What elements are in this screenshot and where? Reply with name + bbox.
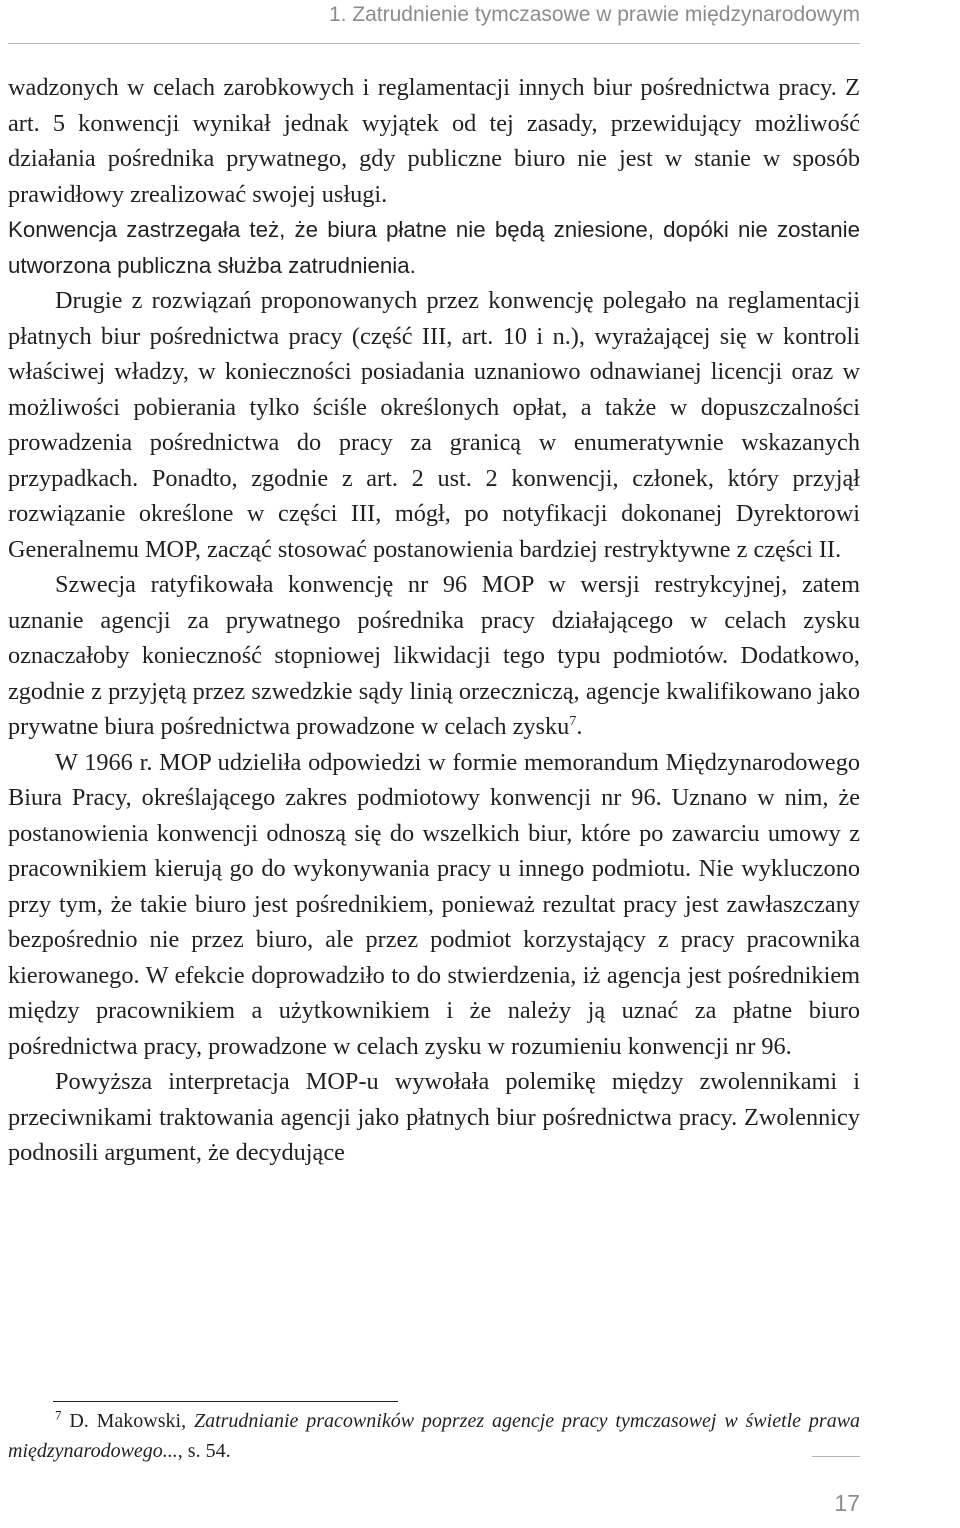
running-header-title: 1. Zatrudnienie tymczasowe w prawie międzynarodowym	[328, 3, 860, 26]
footnote-pages: , s. 54.	[177, 1440, 231, 1462]
paragraph-4	[8, 567, 860, 745]
page-number-divider	[812, 1456, 860, 1457]
body-text	[8, 70, 860, 1171]
paragraph-2: Konwencja zastrzegała też, że biura płatne nie będą zniesione, dopóki nie zostanie utworzona publiczna służba zatrudnienia.	[8, 217, 860, 278]
paragraph-6: Powyższa interpretacja MOP-u wywołała polemikę między zwolennikami i przeciwnikami traktowania agencji jako płatnych biur pośrednictwa pracy. Zwolennicy podnosili argument, że decydujące	[8, 1068, 860, 1166]
footnote-title: Zatrudnianie pracowników poprzez agencje pracy tymczasowej w świetle prawa międzynarodowego...	[8, 1410, 861, 1462]
footnote-divider	[53, 1401, 398, 1402]
footnote-number: 7	[55, 1407, 62, 1423]
paragraph-5: W 1966 r. MOP udzieliła odpowiedzi w formie memorandum Międzynarodowego Biura Pracy, określającego zakres podmiotowy konwencji nr 96. Uznano w nim, że postanowienia konwencji odnoszą się do wszelkich biur, które po zawarciu umowy z pracownikiem kierują go do wykonywania pracy u innego podmiotu. Nie wykluczono przy tym, że takie biuro jest pośrednikiem, ponieważ rezultat pracy jest zawłaszczany bezpośrednio nie przez biuro, ale przez podmiot korzystający z pracy pracownika kierowanego. W efekcie doprowadziło to do stwierdzenia, iż agencja jest pośrednikiem między pracownikiem a użytkownikiem i że należy ją uznać za płatne biuro pośrednictwa pracy, prowadzone w celach zysku w rozumieniu konwencji nr 96.	[8, 748, 860, 1060]
footnote	[8, 1406, 860, 1466]
header-divider	[8, 43, 860, 44]
paragraph-4-end: .	[576, 713, 583, 740]
paragraph-1: wadzonych w celach zarobkowych i reglamentacji innych biur pośrednictwa pracy. Z art. 5 konwencji wynikał jednak wyjątek od tej zasady, przewidujący możliwość działania pośrednika prywatnego, gdy publiczne biuro nie jest w stanie w sposób prawidłowy zrealizować swojej usługi.	[8, 74, 860, 208]
footnote-author: D. Makowski,	[69, 1410, 187, 1432]
page-number: 17	[834, 1490, 860, 1516]
footnote-reference: 7	[569, 713, 577, 729]
paragraph-3: Drugie z rozwiązań proponowanych przez konwencję polegało na reglamentacji płatnych biur pośrednictwa pracy (część III, art. 10 i n.), wyrażającej się w kontroli właściwej władzy, w konieczności posiadania uznaniowo odnawianej licencji oraz w możliwości pobierania tylko ściśle określonych opłat, a także w dopuszczalności prowadzenia pośrednictwa do pracy za granicą w enumeratywnie wskazanych przypadkach. Ponadto, zgodnie z art. 2 ust. 2 konwencji, członek, który przyjął rozwiązanie określone w części III, mógł, po notyfikacji dokonanej Dyrektorowi Generalnemu MOP, zacząć stosować postanowienia bardziej restryktywne z części II.	[8, 287, 860, 563]
paragraph-4-text: Szwecja ratyfikowała konwencję nr 96 MOP w wersji restrykcyjnej, zatem uznanie agencji za prywatnego pośrednika pracy działającego w celach zysku oznaczałoby konieczność stopniowej likwidacji tego typu podmiotów. Dodatkowo, zgodnie z przyjętą przez szwedzkie sądy linią orzeczniczą, agencje kwalifikowano jako prywatne biura pośrednictwa prowadzone w celach zysku	[8, 571, 860, 740]
